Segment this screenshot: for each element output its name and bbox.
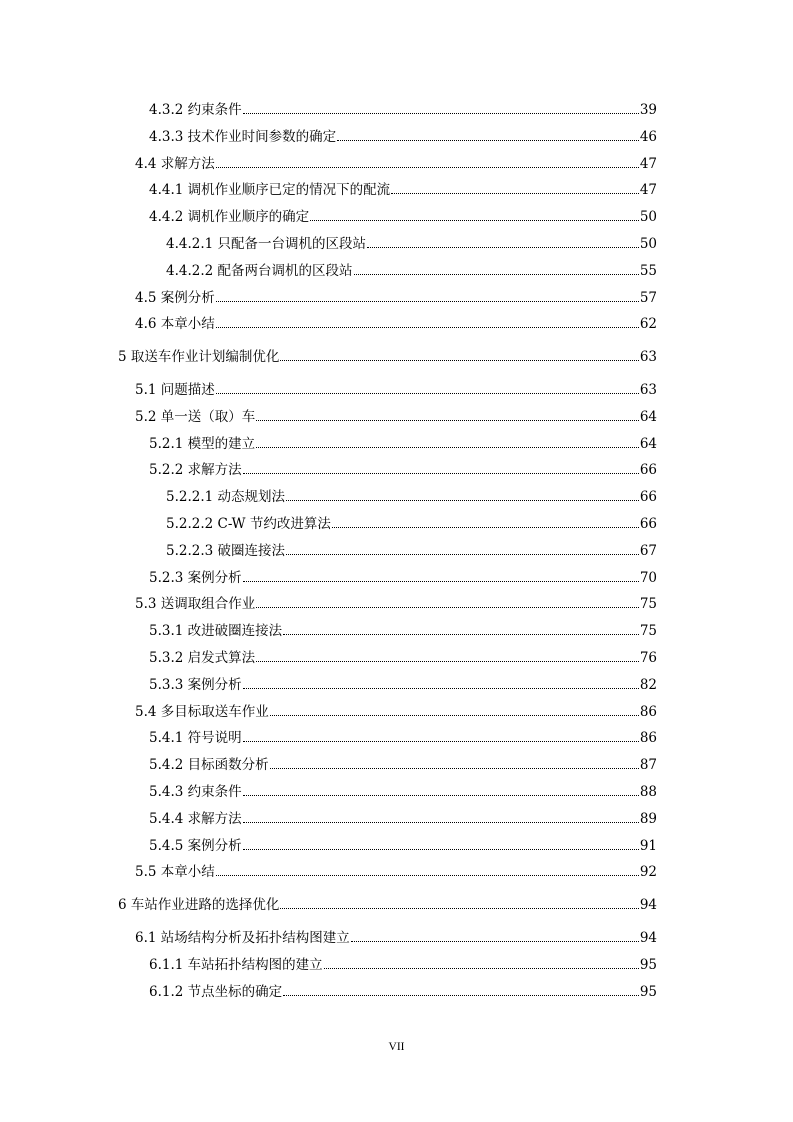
toc-entry-label: 4.3.3 技术作业时间参数的确定 [149, 128, 337, 145]
toc-leader-dots [216, 285, 639, 302]
toc-entry-label: 4.4.2.1 只配备一台调机的区段站 [166, 236, 367, 252]
toc-entry-label: 4.4 求解方法 [135, 155, 215, 172]
toc-leader-dots [391, 177, 639, 194]
toc-entry-label: 5.2.3 案例分析 [149, 569, 242, 586]
toc-leader-dots [243, 97, 639, 114]
toc-entry[interactable] [149, 979, 657, 1005]
toc-entry[interactable] [135, 591, 657, 617]
toc-entry-page: 86 [639, 730, 657, 747]
toc-entry-page: 70 [639, 569, 657, 586]
toc-leader-dots [286, 538, 639, 555]
toc-leader-dots [216, 859, 639, 876]
toc-entry-label: 6.1 站场结构分析及拓扑结构图建立 [135, 930, 350, 946]
toc-entry-label: 5.3.3 案例分析 [149, 676, 242, 693]
toc-entry[interactable] [149, 618, 657, 644]
toc-entry-page: 82 [639, 676, 657, 693]
toc-leader-dots [256, 645, 639, 662]
toc-entry-page: 62 [639, 316, 657, 333]
toc-entry-label: 5.4 多目标取送车作业 [135, 703, 269, 720]
toc-leader-dots [216, 311, 639, 328]
toc-entry-label: 5.3 送调取组合作业 [135, 596, 256, 613]
toc-entry-label: 5.4.5 案例分析 [149, 837, 242, 854]
toc-entry-page: 55 [639, 262, 657, 279]
toc-entry-label: 4.3.2 约束条件 [149, 102, 242, 118]
toc-leader-dots [243, 457, 639, 474]
toc-entry[interactable] [166, 231, 657, 257]
toc-entry-label: 5.4.1 符号说明 [149, 730, 242, 747]
page-number: VII [388, 1041, 405, 1053]
toc-leader-dots [216, 377, 639, 394]
toc-entry[interactable] [149, 565, 657, 591]
toc-entry-page: 87 [639, 757, 657, 774]
toc-entry-label: 5.2.2.3 破圈连接法 [166, 542, 286, 559]
toc-entry-page: 50 [639, 236, 657, 252]
toc-entry[interactable] [166, 258, 657, 284]
toc-entry-page: 92 [639, 864, 657, 881]
toc-leader-dots [310, 204, 639, 221]
toc-entry[interactable] [166, 538, 657, 564]
toc-entry[interactable] [149, 97, 657, 123]
toc-entry-page: 75 [639, 596, 657, 613]
toc-entry-page: 95 [639, 983, 657, 1000]
toc-entry-page: 64 [639, 408, 657, 425]
toc-entry-page: 57 [639, 289, 657, 306]
toc-entry-label: 4.4.2 调机作业顺序的确定 [149, 209, 310, 226]
toc-leader-dots [243, 806, 639, 823]
toc-entry-label: 5.5 本章小结 [135, 864, 215, 881]
toc-leader-dots [216, 151, 639, 168]
toc-entry-page: 95 [639, 956, 657, 973]
toc-entry[interactable] [135, 377, 657, 403]
toc-entry-label: 5.2.2.1 动态规划法 [166, 489, 286, 506]
toc-leader-dots [283, 979, 639, 996]
toc-entry-label: 5.4.2 目标函数分析 [149, 757, 269, 774]
toc-entry-page: 94 [639, 930, 657, 946]
toc-entry-label: 5.1 问题描述 [135, 382, 215, 398]
toc-leader-dots [351, 925, 639, 942]
toc-entry-page: 39 [639, 102, 657, 118]
toc-leader-dots [243, 833, 639, 850]
toc-entry-page: 91 [639, 837, 657, 854]
toc-entry-label: 5 取送车作业计划编制优化 [118, 349, 280, 366]
toc-entry[interactable] [166, 511, 657, 537]
toc-entry-page: 94 [639, 897, 657, 914]
toc-entry[interactable] [149, 752, 657, 778]
toc-entry-label: 4.6 本章小结 [135, 316, 215, 333]
toc-entry[interactable] [135, 311, 657, 337]
toc-entry-page: 66 [639, 462, 657, 479]
toc-entry-label: 6.1.1 车站拓扑结构图的建立 [149, 956, 323, 973]
toc-entry-label: 6.1.2 节点坐标的确定 [149, 983, 283, 1000]
toc-entry[interactable] [135, 285, 657, 311]
toc-entry-label: 5.4.4 求解方法 [149, 810, 242, 827]
toc-entry-page: 67 [639, 542, 657, 559]
toc-entry[interactable] [149, 806, 657, 832]
toc-entry-page: 63 [639, 349, 657, 366]
toc-entry-page: 47 [639, 182, 657, 199]
toc-leader-dots [270, 699, 639, 716]
toc-entry-page: 47 [639, 155, 657, 172]
toc-leader-dots [256, 404, 639, 421]
toc-entry-label: 4.4.1 调机作业顺序已定的情况下的配流 [149, 182, 391, 199]
toc-leader-dots [243, 672, 639, 689]
toc-entry-label: 4.4.2.2 配备两台调机的区段站 [166, 262, 353, 279]
toc-entry[interactable] [135, 151, 657, 177]
toc-leader-dots [337, 124, 639, 141]
toc-entry[interactable] [149, 124, 657, 150]
toc-leader-dots [270, 752, 639, 769]
toc-entry-page: 46 [639, 128, 657, 145]
toc-entry-page: 66 [639, 516, 657, 532]
toc-leader-dots [332, 511, 639, 528]
toc-entry[interactable] [118, 344, 657, 370]
toc-leader-dots [280, 892, 638, 909]
toc-leader-dots [283, 618, 639, 635]
toc-entry[interactable] [149, 725, 657, 751]
toc-entry[interactable] [149, 177, 657, 203]
toc-leader-dots [367, 231, 639, 248]
toc-entry-page: 89 [639, 810, 657, 827]
toc-entry-label: 5.4.3 约束条件 [149, 784, 242, 800]
toc-entry[interactable] [166, 484, 657, 510]
toc-entry-label: 5.2.2.2 C-W 节约改进算法 [166, 516, 331, 532]
toc-leader-dots [243, 779, 639, 796]
toc-entry[interactable] [149, 204, 657, 230]
toc-entry[interactable] [149, 779, 657, 805]
toc-entry[interactable] [118, 892, 657, 918]
toc-entry[interactable] [149, 457, 657, 483]
toc-entry-label: 5.2 单一送（取）车 [135, 408, 256, 425]
toc-leader-dots [354, 258, 639, 275]
toc-entry-page: 50 [639, 209, 657, 226]
toc-entry[interactable] [149, 952, 657, 978]
toc-entry[interactable] [135, 699, 657, 725]
toc-entry-label: 5.2.2 求解方法 [149, 462, 242, 479]
toc-leader-dots [286, 484, 639, 501]
toc-entry-page: 63 [639, 382, 657, 398]
toc-entry-label: 4.5 案例分析 [135, 289, 215, 306]
toc-entry-page: 66 [639, 489, 657, 506]
toc-leader-dots [243, 725, 639, 742]
toc-leader-dots [256, 591, 639, 608]
toc-entry-page: 88 [639, 784, 657, 800]
toc-entry-label: 5.3.1 改进破圈连接法 [149, 623, 283, 640]
toc-leader-dots [280, 344, 638, 361]
toc-entry-page: 64 [639, 435, 657, 452]
toc-entry-label: 6 车站作业进路的选择优化 [118, 897, 280, 914]
toc-leader-dots [324, 952, 639, 969]
toc-entry[interactable] [149, 833, 657, 859]
toc-entry[interactable] [149, 645, 657, 671]
toc-entry[interactable] [135, 859, 657, 885]
toc-entry-page: 75 [639, 623, 657, 640]
toc-entry[interactable] [135, 404, 657, 430]
toc-entry[interactable] [149, 672, 657, 698]
toc-leader-dots [243, 565, 639, 582]
toc-entry-page: 76 [639, 650, 657, 666]
toc-leader-dots [256, 431, 639, 448]
toc-entry[interactable] [149, 431, 657, 457]
toc-entry[interactable] [135, 925, 657, 951]
toc-entry-page: 86 [639, 703, 657, 720]
toc-entry-label: 5.3.2 启发式算法 [149, 650, 256, 666]
toc-entry-label: 5.2.1 模型的建立 [149, 435, 256, 452]
